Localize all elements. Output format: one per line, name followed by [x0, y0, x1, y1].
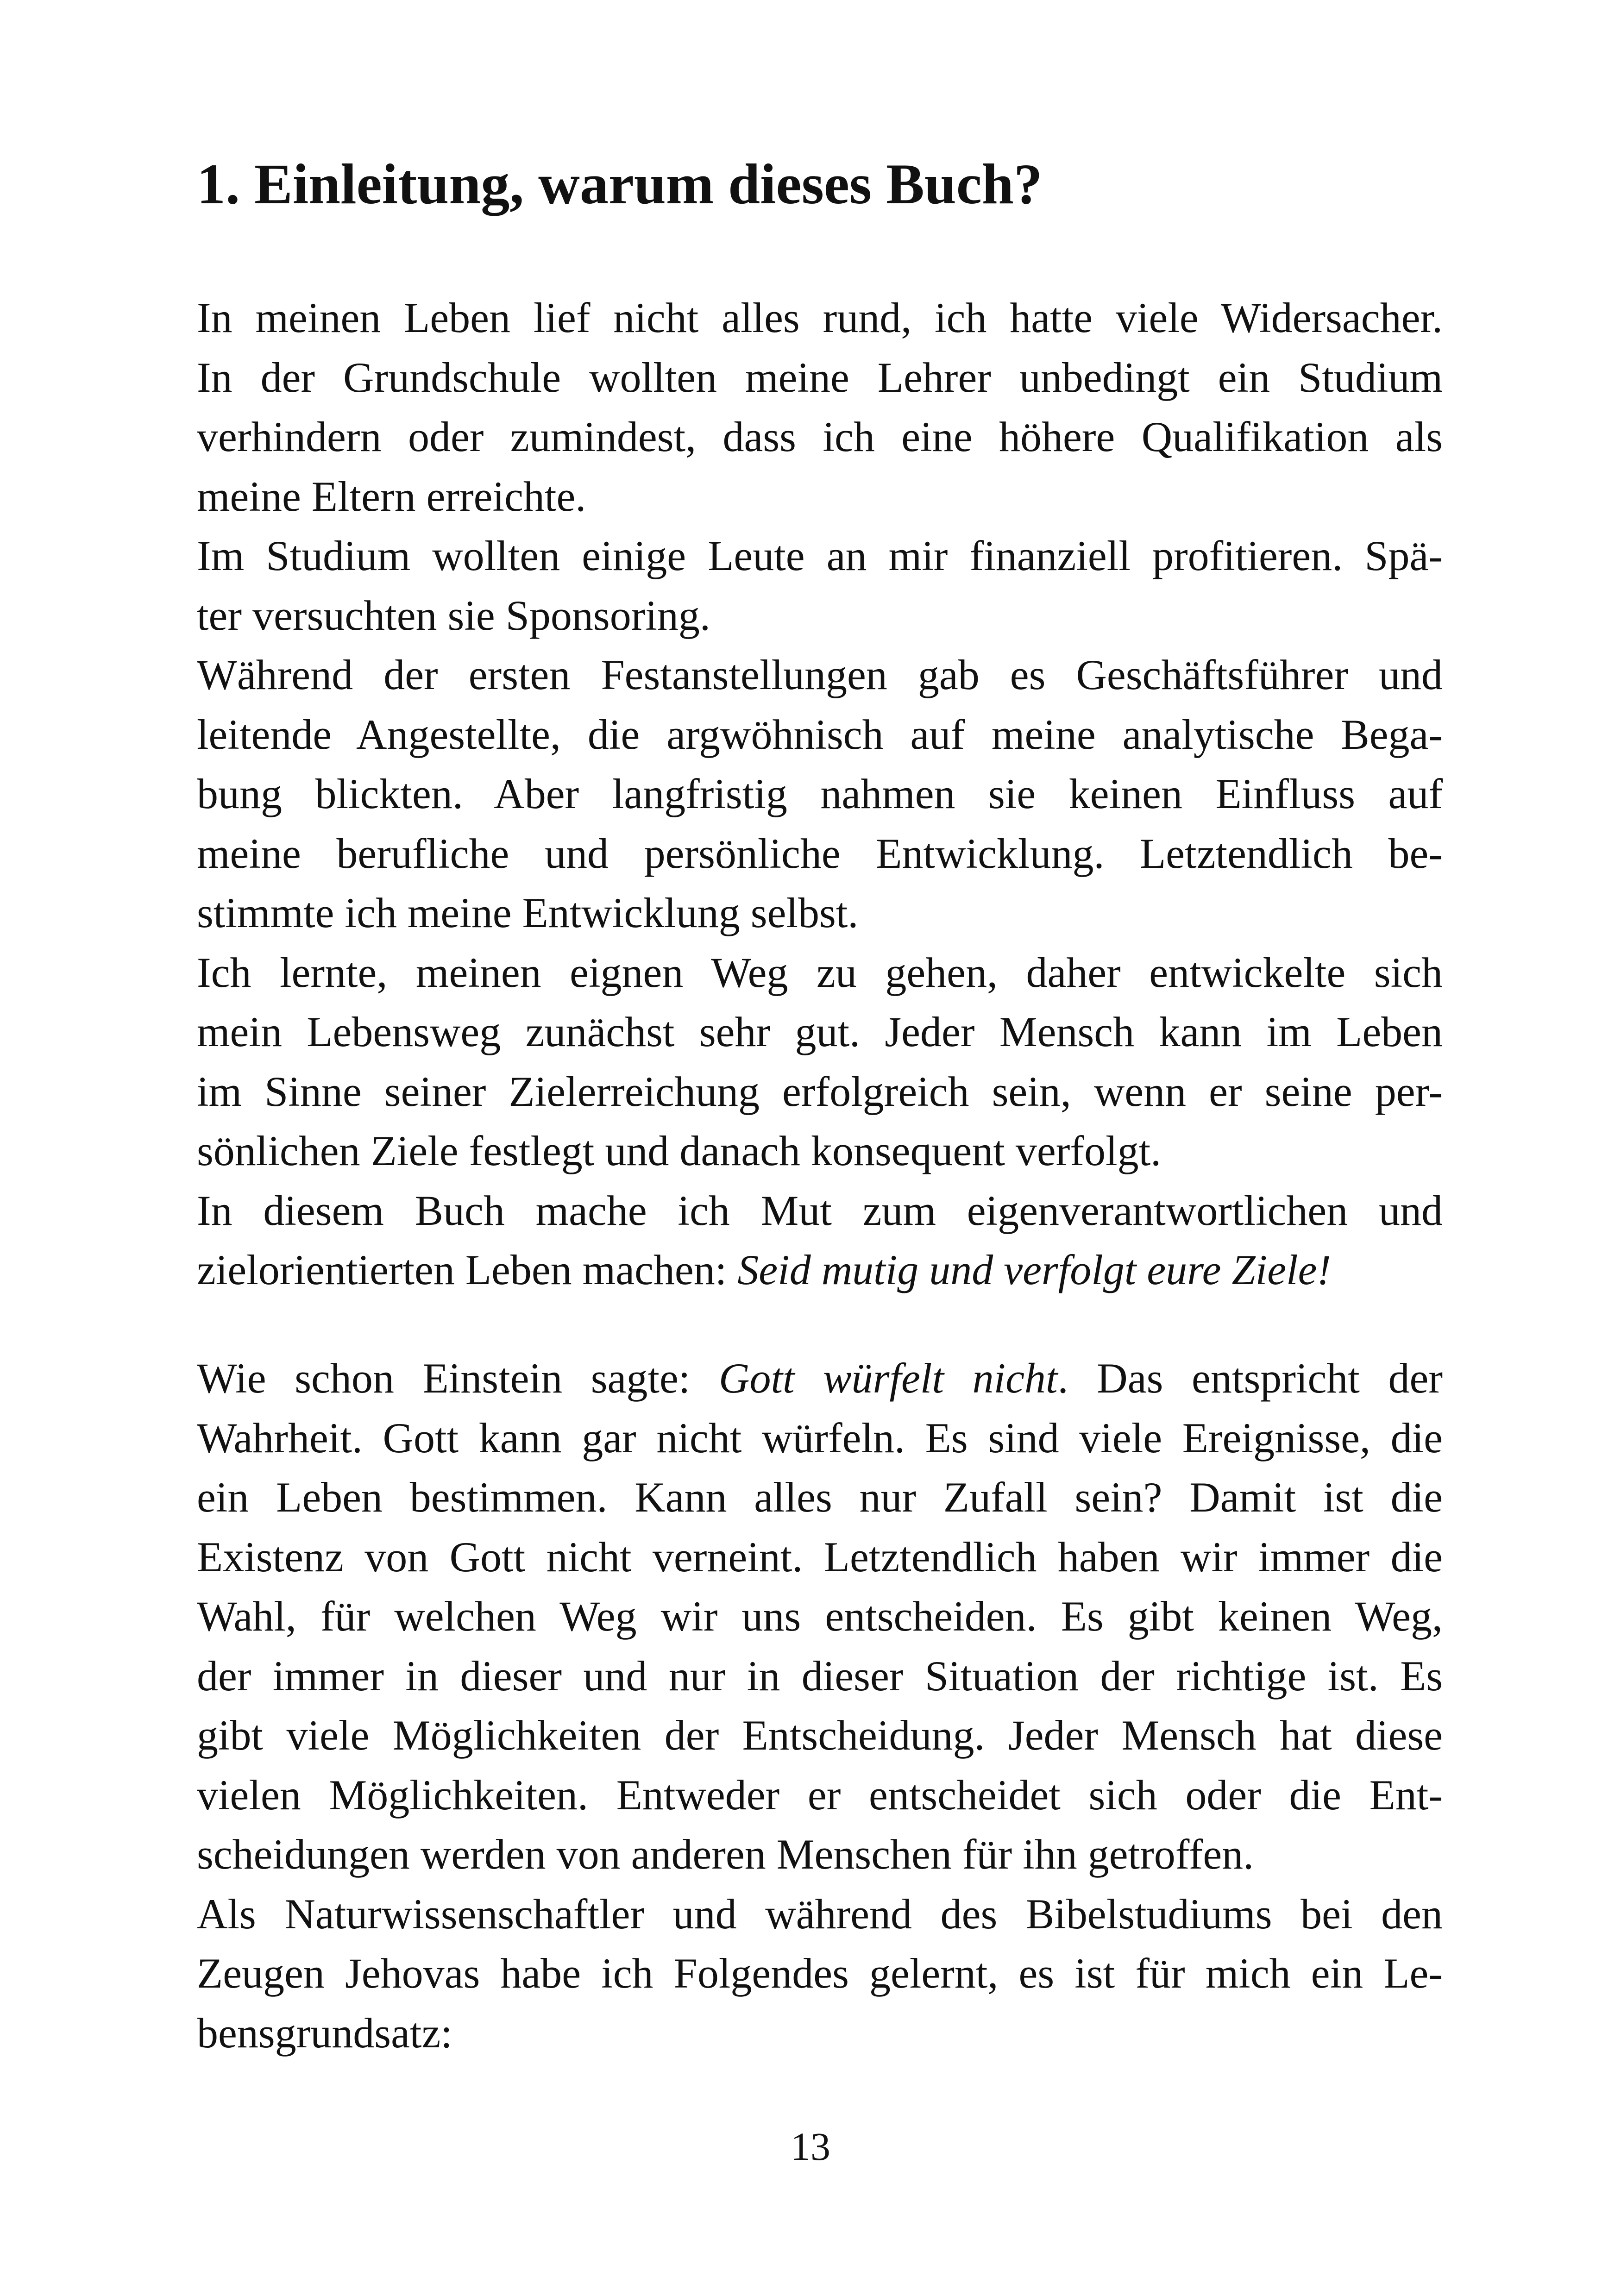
text-line: In der Grundschule wollten meine Lehrer unbedingt ein Studium — [197, 353, 1443, 401]
text-line: In meinen Leben lief nicht alles rund, ich hatte viele Widersacher. — [197, 294, 1443, 341]
text-line: im Sinne seiner Zielerreichung erfolgreich sein, wenn er seine per- — [197, 1067, 1443, 1115]
text-line: In diesem Buch mache ich Mut zum eigenverantwortlichen und — [197, 1186, 1443, 1234]
text-line: stimmte ich meine Entwicklung selbst. — [197, 889, 859, 936]
text-line: scheidungen werden von anderen Menschen für ihn getroffen. — [197, 1831, 1254, 1878]
text-line: Zeugen Jehovas habe ich Folgendes gelernt, es ist für mich ein Le- — [197, 1950, 1443, 1997]
text-line: Während der ersten Festanstellungen gab es Geschäftsführer und — [197, 651, 1443, 698]
text-line: verhindern oder zumindest, dass ich eine höhere Qualifikation als — [197, 413, 1443, 460]
text-line: Im Studium wollten einige Leute an mir finanziell profitieren. Spä- — [197, 532, 1443, 579]
text-line-with-italic-quote — [197, 1349, 1443, 1408]
chapter-heading: 1. Einleitung, warum dieses Buch? — [197, 152, 1043, 216]
page-number: 13 — [791, 2124, 830, 2169]
text-line: Als Naturwissenschaftler und während des Bibelstudiums bei den — [197, 1890, 1443, 1938]
text-line: bensgrundsatz: — [197, 2009, 452, 2057]
text-line: gibt viele Möglichkeiten der Entscheidung. Jeder Mensch hat diese — [197, 1712, 1443, 1759]
text-line-with-italic-quote — [197, 1240, 1443, 1300]
paragraph-section-1 — [197, 288, 1443, 1300]
paragraph-section-2 — [197, 1349, 1443, 2063]
text-run: zielorientierten Leben machen: — [197, 1246, 738, 1293]
text-run: . Das entspricht der — [1057, 1355, 1443, 1402]
text-line: vielen Möglichkeiten. Entweder er entscheidet sich oder die Ent- — [197, 1771, 1443, 1819]
italic-quote: Gott würfelt nicht — [719, 1355, 1058, 1402]
text-line: bung blickten. Aber langfristig nahmen sie keinen Einfluss auf — [197, 770, 1443, 817]
text-line: Wahrheit. Gott kann gar nicht würfeln. Es sind viele Ereignisse, die — [197, 1414, 1443, 1462]
text-line: meine Eltern erreichte. — [197, 472, 586, 520]
text-line: sönlichen Ziele festlegt und danach konsequent verfolgt. — [197, 1127, 1162, 1174]
text-line: ter versuchten sie Sponsoring. — [197, 591, 710, 639]
italic-motto: Seid mutig und verfolgt eure Ziele! — [737, 1246, 1332, 1293]
text-line: Ich lernte, meinen eignen Weg zu gehen, daher entwickelte sich — [197, 948, 1443, 996]
text-line: Existenz von Gott nicht verneint. Letztendlich haben wir immer die — [197, 1533, 1443, 1581]
text-line: Wahl, für welchen Weg wir uns entscheiden. Es gibt keinen Weg, — [197, 1593, 1443, 1640]
text-line: mein Lebensweg zunächst sehr gut. Jeder Mensch kann im Leben — [197, 1008, 1443, 1055]
text-line: leitende Angestellte, die argwöhnisch auf meine analytische Bega- — [197, 710, 1443, 758]
text-line: meine berufliche und persönliche Entwicklung. Letztendlich be- — [197, 829, 1443, 877]
text-line: der immer in dieser und nur in dieser Situation der richtige ist. Es — [197, 1652, 1443, 1700]
text-run: Wie schon Einstein sagte: — [197, 1355, 719, 1402]
text-line: ein Leben bestimmen. Kann alles nur Zufall sein? Damit ist die — [197, 1474, 1443, 1521]
